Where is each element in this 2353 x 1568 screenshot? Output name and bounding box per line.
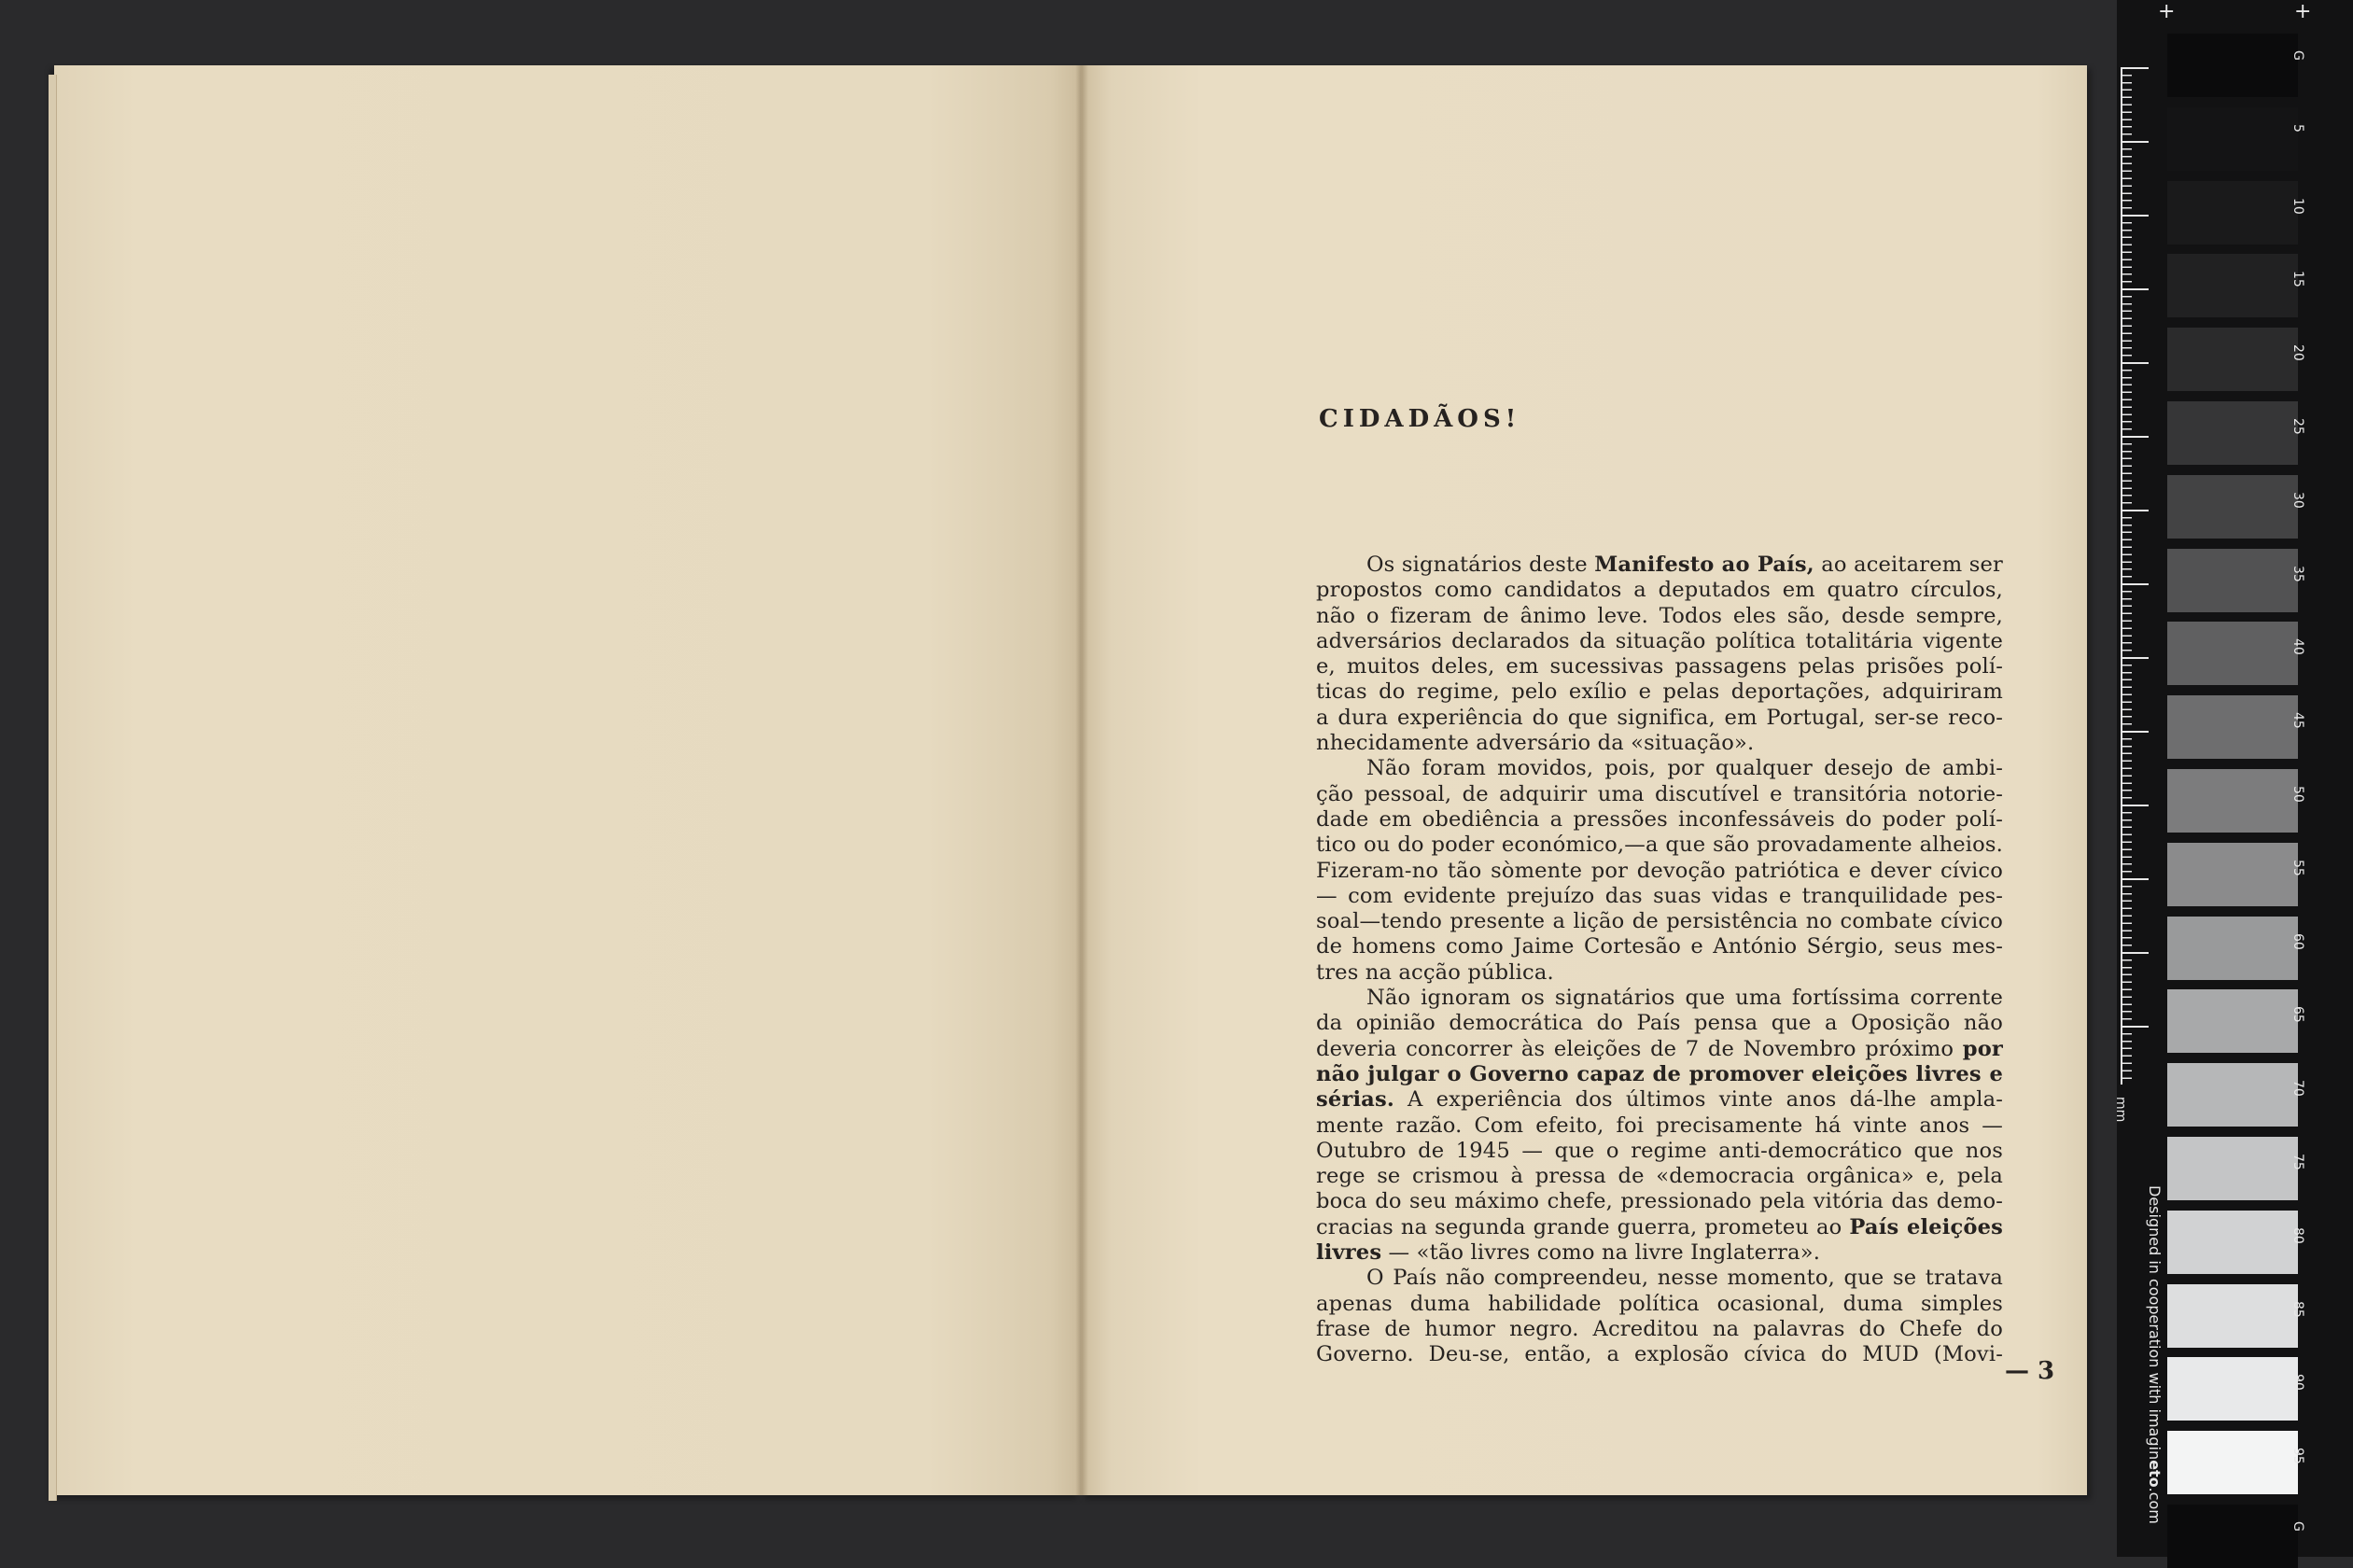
text-run: de homens como Jaime Cortesão e António Sérgio, seus mes- xyxy=(1316,934,2003,959)
right-page xyxy=(1081,65,2087,1495)
paragraph xyxy=(1266,553,2003,756)
text-line xyxy=(1266,1317,2003,1342)
text-line xyxy=(1266,833,2003,858)
text-run: tico ou do poder económico,—a que são provadamente alheios. xyxy=(1316,833,2003,858)
text-line xyxy=(1266,986,2003,1011)
text-line xyxy=(1266,1011,2003,1036)
gray-patch xyxy=(2167,475,2298,539)
gray-patch xyxy=(2167,1431,2298,1494)
gray-patch xyxy=(2167,328,2298,391)
text-line xyxy=(1266,1062,2003,1087)
text-line xyxy=(1266,604,2003,629)
gray-patch xyxy=(2167,843,2298,906)
body-text xyxy=(1266,403,2003,1368)
text-line xyxy=(1266,629,2003,654)
gray-patch xyxy=(2167,549,2298,612)
gray-patch xyxy=(2167,1211,2298,1274)
patch-label: 35 xyxy=(2290,565,2305,582)
patch-label: G xyxy=(2290,50,2305,61)
patch-label: 30 xyxy=(2290,491,2305,509)
paragraph xyxy=(1266,756,2003,986)
ruler-major-ticks xyxy=(2121,67,2149,1085)
text-line xyxy=(1266,1215,2003,1240)
text-line xyxy=(1266,1292,2003,1317)
text-run: rege se crismou à pressa de «democracia orgânica» e, pela xyxy=(1316,1164,2003,1189)
text-line xyxy=(1266,1139,2003,1164)
gray-patch xyxy=(2167,695,2298,759)
text-line xyxy=(1266,1164,2003,1189)
text-line xyxy=(1266,731,2003,756)
text-run: deveria concorrer às eleições de 7 de Novembro próximo xyxy=(1316,1036,1963,1061)
patch-label: G xyxy=(2290,1521,2305,1532)
text-run: e, muitos deles, em sucessivas passagens pelas prisões polí- xyxy=(1316,654,2003,679)
text-run: Fizeram-no tão sòmente por devoção patriótica e dever cívico xyxy=(1316,858,2003,883)
gray-patch xyxy=(2167,1357,2298,1421)
gray-patch xyxy=(2167,1505,2298,1568)
patch-label: 65 xyxy=(2290,1006,2305,1024)
bold-text: sérias. xyxy=(1316,1087,1394,1113)
text-line xyxy=(1266,1037,2003,1062)
patch-label: 55 xyxy=(2290,859,2305,876)
patch-label: 95 xyxy=(2290,1448,2305,1465)
text-line xyxy=(1266,553,2003,578)
bold-text: não julgar o Governo capaz de promover eleições livres e xyxy=(1316,1061,2003,1086)
text-run: tres na acção pública. xyxy=(1316,959,1554,985)
patch-label: 90 xyxy=(2290,1374,2305,1392)
text-line xyxy=(1266,1240,2003,1266)
paragraph xyxy=(1266,1266,2003,1367)
bold-text: País eleições xyxy=(1849,1214,2003,1239)
gray-patch xyxy=(2167,401,2298,465)
patch-label: 45 xyxy=(2290,712,2305,730)
gray-patch xyxy=(2167,34,2298,97)
text-run: Outubro de 1945 — que o regime anti-democrático que nos xyxy=(1316,1138,2003,1163)
patch-label: 50 xyxy=(2290,786,2305,803)
text-run: ticas do regime, pelo exílio e pelas deportações, adquiriram xyxy=(1316,679,2003,705)
text-run: frase de humor negro. Acreditou na palavras do Chefe do xyxy=(1316,1316,2003,1341)
text-line xyxy=(1266,1087,2003,1113)
text-run: adversários declarados da situação política totalitária vigente xyxy=(1316,628,2003,653)
ruler-unit-label: mm xyxy=(2113,1097,2128,1123)
text-run: — com evidente prejuízo das suas vidas e tranquilidade pes- xyxy=(1316,883,2003,908)
text-run: dade em obediência a pressões inconfessáveis do poder polí- xyxy=(1316,806,2003,832)
text-run: Governo. Deu-se, então, a explosão cívica do MUD (Movi- xyxy=(1316,1342,2003,1367)
text-line xyxy=(1266,807,2003,833)
patch-label: 40 xyxy=(2290,638,2305,656)
patch-label: 20 xyxy=(2290,344,2305,362)
gray-patch xyxy=(2167,1137,2298,1200)
bold-text: Manifesto ao País, xyxy=(1594,553,1814,577)
book-gutter xyxy=(1075,65,1088,1495)
text-line xyxy=(1266,578,2003,603)
text-run: ao aceitarem ser xyxy=(1814,553,2003,577)
text-run: soal—tendo presente a lição de persistência no combate cívico xyxy=(1316,909,2003,934)
left-page-blank xyxy=(54,65,1081,1495)
open-book xyxy=(54,65,2087,1495)
text-run: propostos como candidatos a deputados em quatro círculos, xyxy=(1316,578,2003,603)
paragraph xyxy=(1266,986,2003,1266)
text-run: — «tão livres como na livre Inglaterra». xyxy=(1381,1240,1821,1266)
crosshair-left-icon: + xyxy=(2158,0,2176,23)
text-line xyxy=(1266,782,2003,807)
text-run: da opinião democrática do País pensa que a Oposição não xyxy=(1316,1011,2003,1036)
text-run: Os signatários deste xyxy=(1366,553,1595,577)
text-line xyxy=(1266,909,2003,934)
text-run: boca do seu máximo chefe, pressionado pela vitória das demo- xyxy=(1316,1189,2003,1214)
text-run: a dura experiência do que significa, em Portugal, ser-se reco- xyxy=(1316,705,2003,730)
patch-label: 15 xyxy=(2290,271,2305,288)
text-line xyxy=(1266,706,2003,731)
patch-label: 10 xyxy=(2290,197,2305,215)
text-line xyxy=(1266,1342,2003,1367)
gray-patch xyxy=(2167,917,2298,980)
gray-patch xyxy=(2167,254,2298,317)
text-run: apenas duma habilidade política ocasional, duma simples xyxy=(1316,1291,2003,1316)
text-line xyxy=(1266,960,2003,986)
text-line xyxy=(1266,884,2003,909)
patch-label: 25 xyxy=(2290,418,2305,435)
text-run: ção pessoal, de adquirir uma discutível e transitória notorie- xyxy=(1316,781,2003,806)
gray-patch xyxy=(2167,989,2298,1053)
text-line xyxy=(1266,1266,2003,1291)
page-heading: CIDADÃOS! xyxy=(1319,405,1521,433)
bold-text: por xyxy=(1962,1036,2003,1061)
text-run: não o fizeram de ânimo leve. Todos eles são, desde sempre, xyxy=(1316,603,2003,628)
text-line xyxy=(1266,1113,2003,1139)
patch-label: 80 xyxy=(2290,1226,2305,1244)
text-run: mente razão. Com efeito, foi precisamente há vinte anos — xyxy=(1316,1113,2003,1138)
text-run: O País não compreendeu, nesse momento, que se tratava xyxy=(1366,1266,2003,1291)
gray-patch xyxy=(2167,622,2298,685)
text-line xyxy=(1266,1189,2003,1214)
text-line xyxy=(1266,934,2003,959)
text-line xyxy=(1266,756,2003,781)
gray-patch xyxy=(2167,769,2298,833)
text-run: A experiência dos últimos vinte anos dá-lhe ampla- xyxy=(1394,1087,2003,1113)
patch-label: 75 xyxy=(2290,1154,2305,1170)
patch-label: 5 xyxy=(2290,123,2305,133)
text-run: nhecidamente adversário da «situação». xyxy=(1316,731,1755,756)
bold-text: livres xyxy=(1316,1240,1382,1266)
text-line xyxy=(1266,679,2003,705)
text-line xyxy=(1266,654,2003,679)
text-run: cracias na segunda grande guerra, prometeu ao xyxy=(1316,1214,1850,1239)
page-number: — 3 xyxy=(2005,1357,2055,1385)
gray-patch xyxy=(2167,1063,2298,1127)
patch-label: 60 xyxy=(2290,932,2305,950)
crosshair-right-icon: + xyxy=(2294,0,2312,23)
patch-label: 85 xyxy=(2290,1300,2305,1318)
gray-patch xyxy=(2167,107,2298,171)
target-credit: Designed in cooperation with imagineto.com xyxy=(2146,1185,2164,1524)
text-run: Não foram movidos, pois, por qualquer desejo de ambi- xyxy=(1366,756,2003,781)
text-run: Não ignoram os signatários que uma fortíssima corrente xyxy=(1366,986,2003,1011)
text-line xyxy=(1266,859,2003,884)
patch-label: 70 xyxy=(2290,1080,2305,1098)
gray-patch xyxy=(2167,181,2298,245)
gray-patch xyxy=(2167,1284,2298,1348)
